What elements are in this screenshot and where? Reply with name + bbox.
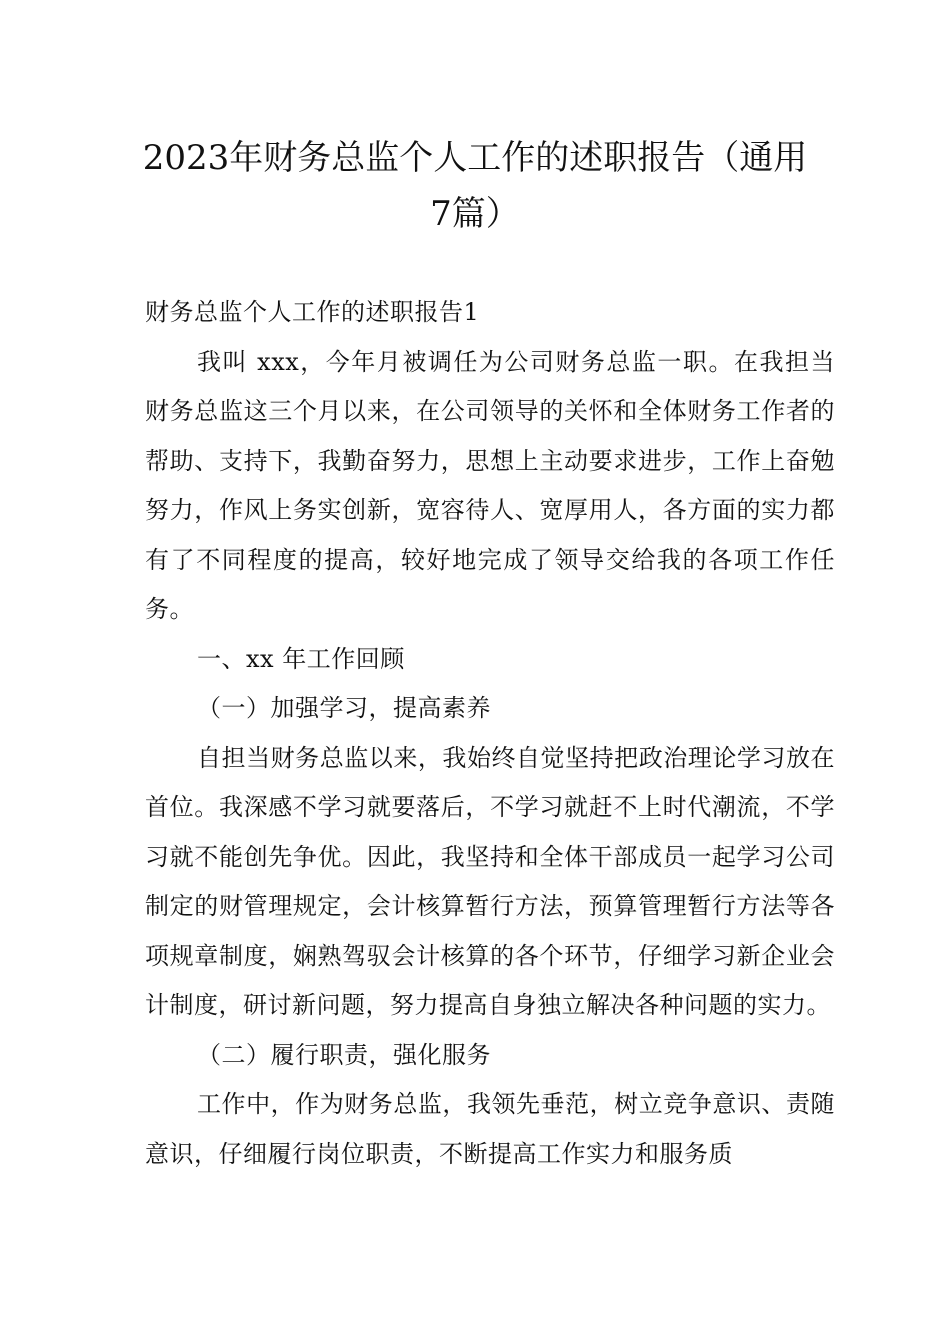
- title-line-1: 2023年财务总监个人工作的述职报告（通用: [142, 138, 808, 178]
- paragraph-duty: 工作中，作为财务总监，我领先垂范，树立竞争意识、责随意识，仔细履行岗位职责，不断提高工作实力和服务质: [145, 1090, 835, 1168]
- paragraph-study: 自担当财务总监以来，我始终自觉坚持把政治理论学习放在首位。我深感不学习就要落后，不学习就赶不上时代潮流，不学习就不能创先争优。因此，我坚持和全体干部成员一起学习公司制定的财管理规定，会计核算暂行方法，预算管理暂行方法等各项规章制度，娴熟驾驭会计核算的各个环节，仔细学习新企业会计制度，研讨新问题，努力提高自身独立解决各种问题的实力。: [145, 743, 835, 1019]
- document-body: [145, 288, 835, 1179]
- title-line-2: 7篇）: [430, 194, 520, 234]
- subheading-study: （一）加强学习，提高素养: [197, 694, 491, 722]
- section-title: 财务总监个人工作的述职报告1: [145, 298, 480, 326]
- heading-work-review: 一、xx 年工作回顾: [197, 644, 405, 673]
- document-title: [120, 130, 830, 242]
- paragraph-intro: 我叫 xxx，今年月被调任为公司财务总监一职。在我担当财务总监这三个月以来，在公司领导的关怀和全体财务工作者的帮助、支持下，我勤奋努力，思想上主动要求进步，工作上奋勉努力，作风上务实创新，宽容待人、宽厚用人，各方面的实力都有了不同程度的提高，较好地完成了领导交给我的各项工作任务。: [145, 347, 835, 623]
- subheading-duty: （二）履行职责，强化服务: [197, 1040, 491, 1069]
